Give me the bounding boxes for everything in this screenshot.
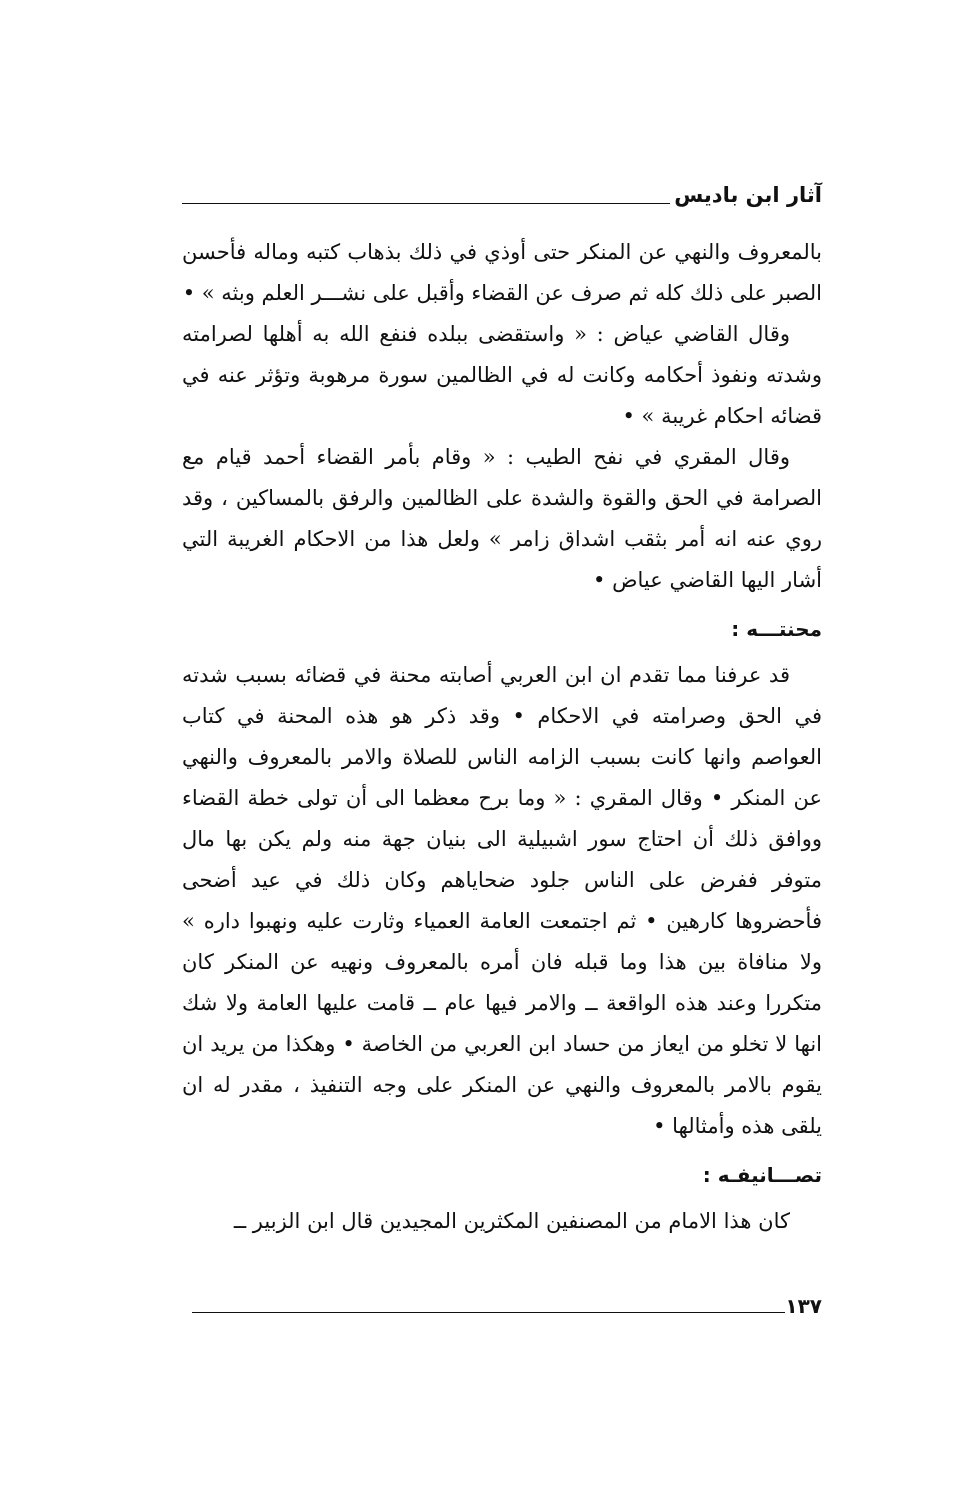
running-header [182,176,822,210]
page-number: ١٣٧ [785,1294,822,1318]
paragraph: بالمعروف والنهي عن المنكر حتى أوذي في ذلك بذهاب كتبه وماله فأحسن الصبر على ذلك كله ثم صرف عن القضاء وأقبل على نشـــر العلم وبثه » • [182,240,822,305]
book-title: آثار ابن باديس [674,183,822,207]
header-rule [182,203,670,204]
section-heading-mihna: محنتـــه : [731,617,822,641]
body-text [182,232,822,1242]
section-heading-tasanif: تصـــانيفـه : [702,1163,822,1187]
paragraph: وقال القاضي عياض : « واستقضى ببلده فنفع الله به أهلها لصرامته وشدته ونفوذ أحكامه وكانت له في الظالمين سورة مرهوبة وتؤثر عنه في قضائه احكام غريبة » • [182,322,822,428]
paragraph: قد عرفنا مما تقدم ان ابن العربي أصابته محنة في قضائه بسبب شدته في الحق وصرامته في الاحكام • وقد ذكر هو هذه المحنة في كتاب العواصم وانها كانت بسبب الزامه الناس للصلاة والامر بالمعروف والنهي عن المنكر • وقال المقري : « وما برح معظما الى أن تولى خطة القضاء ووافق ذلك أن احتاج سور اشبيلية الى بنيان جهة منه ولم يكن بها مال متوفر ففرض على الناس جلود ضحاياهم وكان ذلك في عيد أضحى فأحضروها كارهين • ثم اجتمعت العامة العمياء وثارت عليه ونهبوا داره » ولا منافاة بين هذا وما قبله فان أمره بالمعروف ونهيه عن المنكر كان متكررا وعند هذه الواقعة ــ والامر فيها عام ــ قامت عليها العامة ولا شك انها لا تخلو من ايعاز من حساد ابن العربي من الخاصة • وهكذا من يريد ان يقوم بالامر بالمعروف والنهي عن المنكر على وجه التنفيذ ، مقدر له ان يلقى هذه وأمثالها • [182,663,822,1138]
paragraph: كان هذا الامام من المصنفين المكثرين المجيدين قال ابن الزبير ــ [233,1209,790,1233]
footer-rule [192,1312,785,1313]
paragraph: وقال المقري في نفح الطيب : « وقام بأمر القضاء أحمد قيام مع الصرامة في الحق والقوة والشدة على الظالمين والرفق بالمساكين ، وقد روي عنه انه أمر بثقب اشداق زامر » ولعل هذا من الاحكام الغريبة التي أشار اليها القاضي عياض • [182,445,822,592]
running-footer [182,1290,822,1320]
